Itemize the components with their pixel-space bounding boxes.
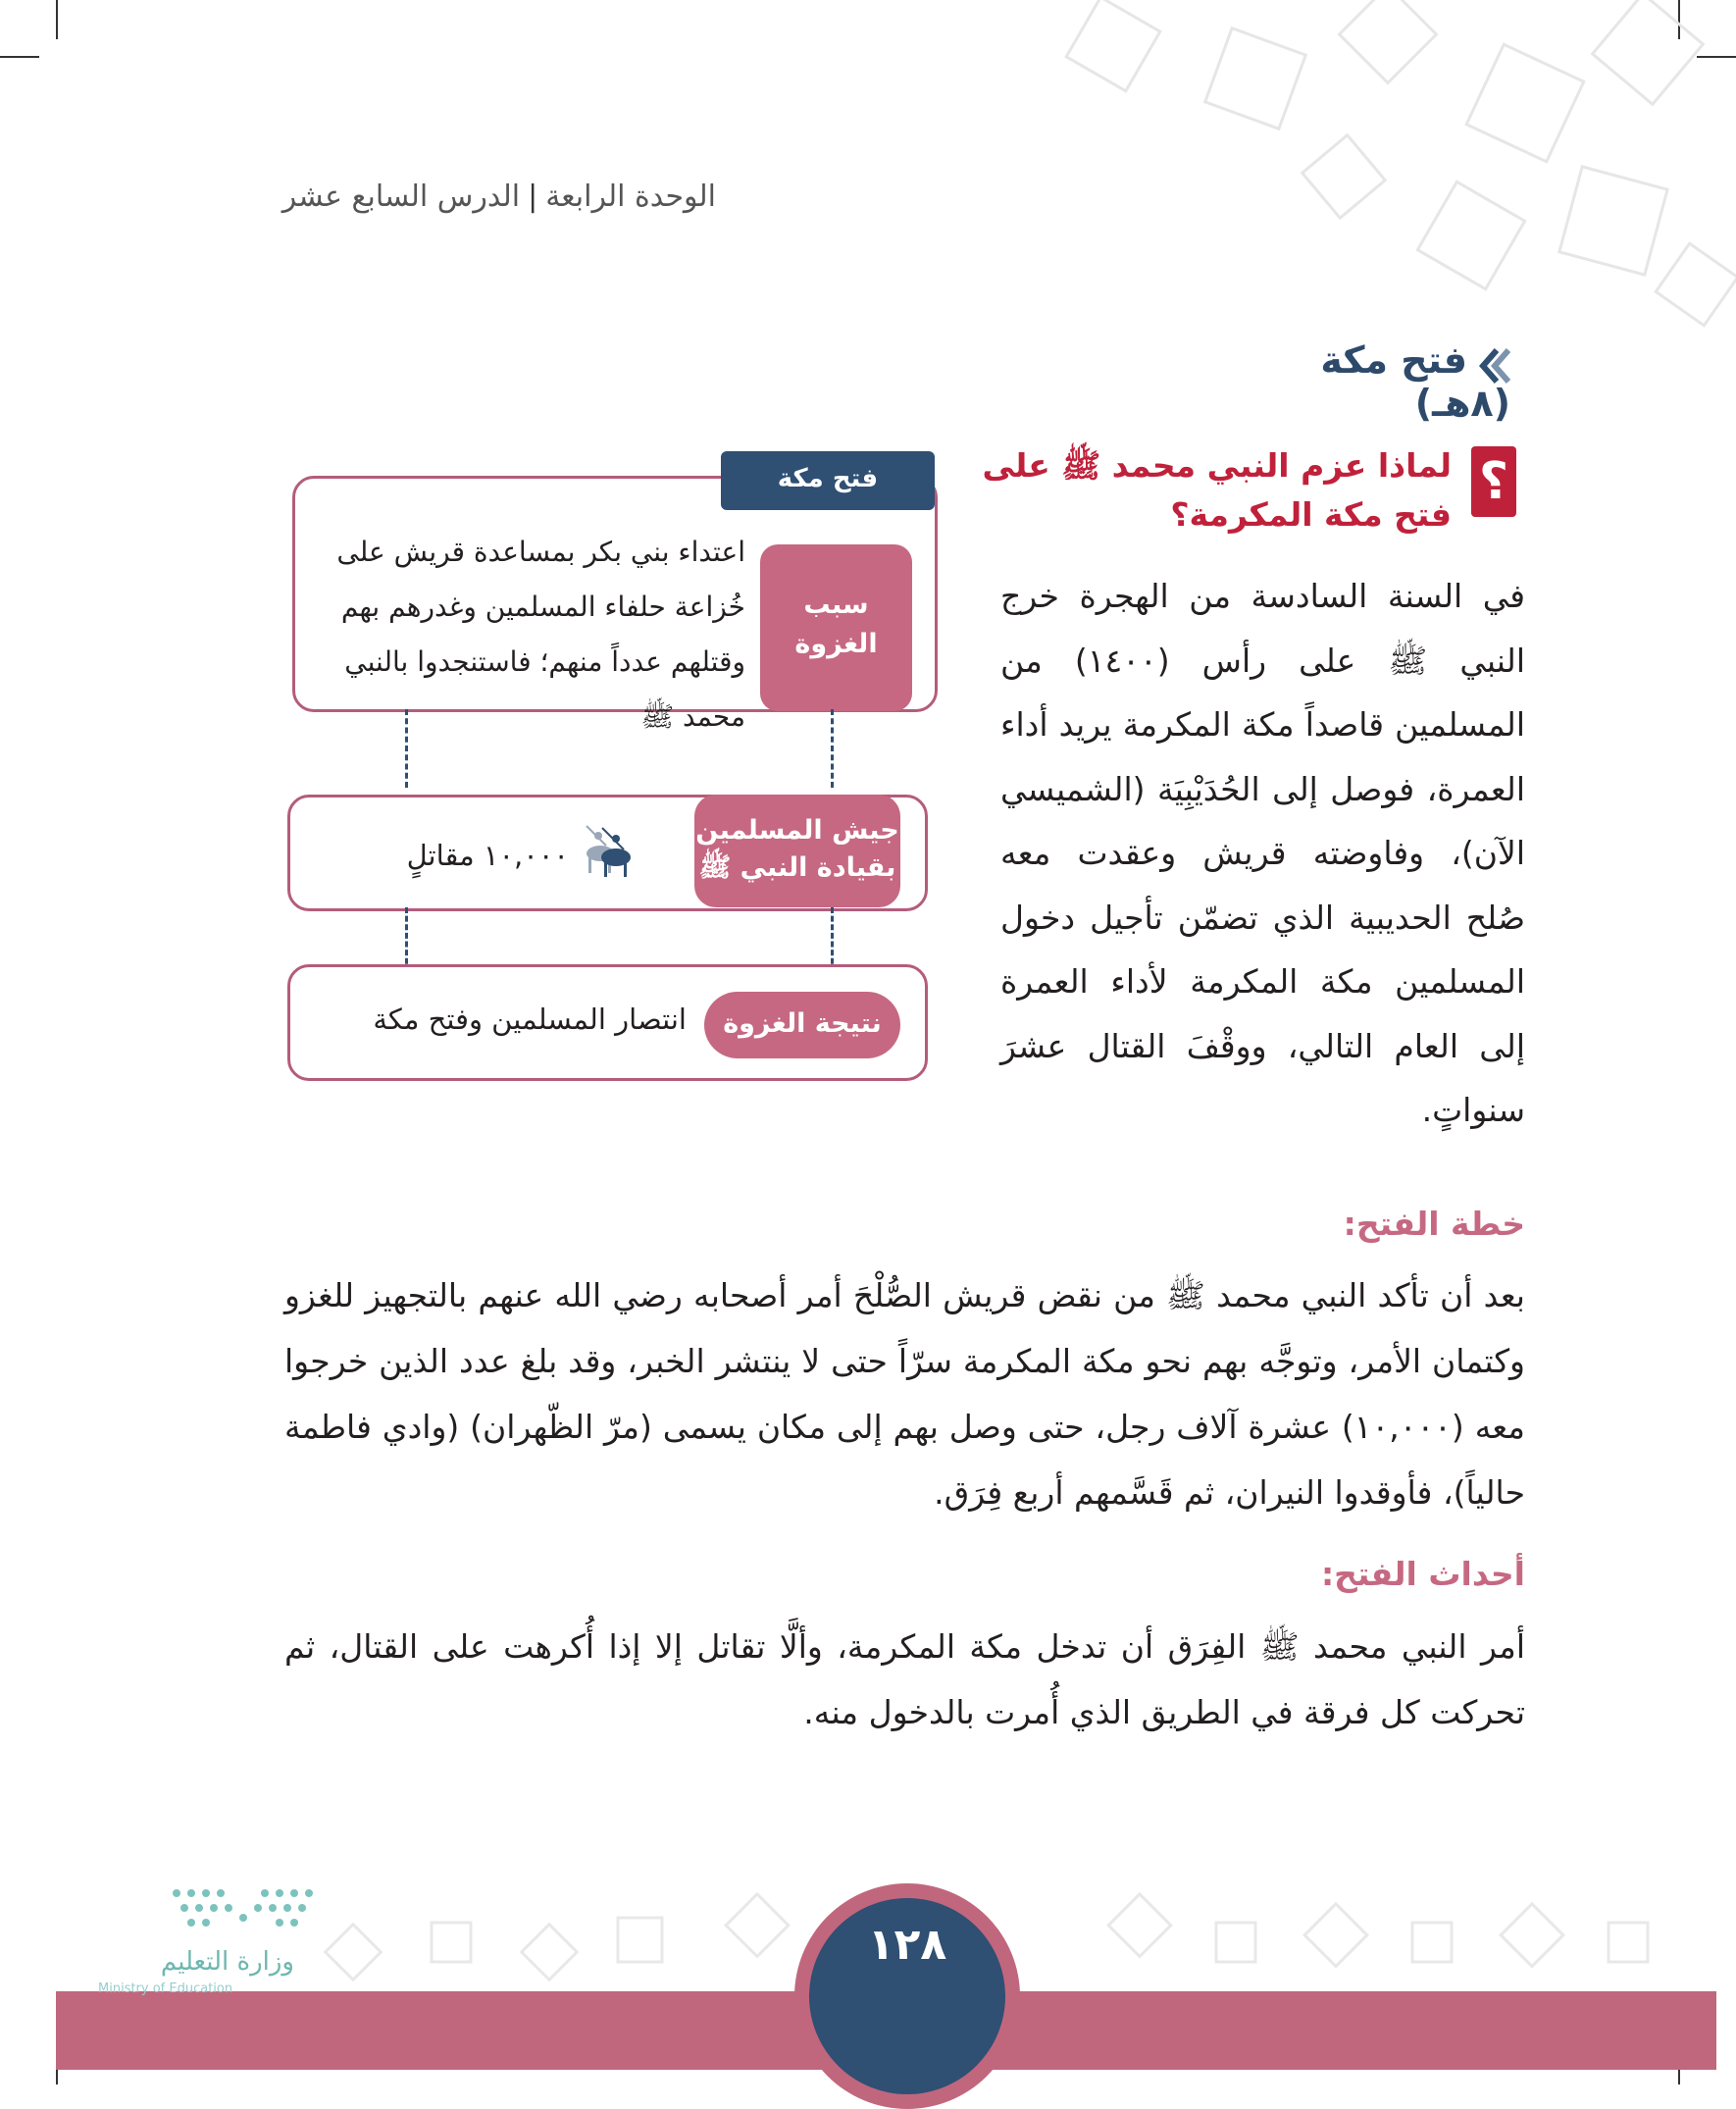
ministry-logo-icon [167,1883,324,1942]
cause-text: اعتداء بني بكر بمساعدة قريش على خُزاعة حلفاء المسلمين وغدرهم بهم وقتلهم عدداً منهم؛ فاستنجدوا بالنبي محمد ﷺ [336,536,745,733]
events-heading: أحداث الفتح: [1320,1555,1525,1593]
result-text: انتصار المسلمين وفتح مكة [373,1003,687,1036]
background-pattern [1020,0,1736,353]
section-title-block [1216,338,1510,425]
header-unit: الوحدة الرابعة [545,180,716,214]
running-header [245,180,716,214]
crop-mark [0,56,39,58]
horsemen-icon [579,824,638,879]
events-paragraph: أمر النبي محمد ﷺ الفِرَق أن تدخل مكة المكرمة، وألَّا تقاتل إلا إذا أُكرهت على القتال، ثم تحركت كل فرقة في الطريق الذي أُمرت بالدخول منه. [284,1627,1525,1731]
crop-mark [56,0,58,39]
double-chevron-icon [1477,346,1510,386]
connector-line [405,709,408,788]
army-text: ١٠,٠٠٠ مقاتلٍ [406,839,569,872]
plan-heading: خطة الفتح: [1343,1205,1525,1243]
conquest-diagram [284,446,942,1094]
header-lesson: الدرس السابع عشر [281,180,521,214]
connector-line [831,709,834,788]
cause-label: سبب الغزوة [760,544,912,711]
army-label: جيش المسلمين بقيادة النبي ﷺ [694,795,900,907]
diagram-title: فتح مكة [721,451,935,510]
question-text: لماذا عزم النبي محمد ﷺ على فتح مكة المكرمة؟ [982,446,1452,534]
result-label: نتيجة الغزوة [704,992,900,1058]
page-number: ١٢٨ [809,1898,1005,2094]
ministry-logo-text: وزارة التعليم [160,1947,294,1977]
intro-paragraph: في السنة السادسة من الهجرة خرج النبي ﷺ على رأس (١٤٠٠) من المسلمين قاصداً مكة المكرمة يريد أداء العمرة، فوصل إلى الحُدَيْبِيَة (الشميسي الآن)، وفاوضته قريش وعقدت معه صُلح الحديبية الذي تضمّن تأجيل دخول المسلمين مكة المكرمة لأداء العمرة إلى العام التالي، ووقْفَ القتال عشرَ سنواتٍ. [1000,577,1525,1129]
section-title: فتح مكة (٨هـ) [1320,338,1510,425]
question-icon: ؟ [1471,446,1516,517]
ministry-logo-subtext: Ministry of Education [98,1981,233,1996]
header-separator: | [528,180,538,214]
plan-paragraph: بعد أن تأكد النبي محمد ﷺ من نقض قريش الصُّلْحَ أمر أصحابه رضي الله عنهم بالتجهيز للغزو وكتمان الأمر، وتوجَّه بهم نحو مكة المكرمة سرّاً حتى لا ينتشر الخبر، وقد بلغ عدد الذين خرجوا معه (١٠,٠٠٠) عشرة آلاف رجل، حتى وصل بهم إلى مكان يسمى (مرّ الظّهران) (وادي فاطمة حالياً)، فأوقدوا النيران، ثم قَسَّمهم أربع فِرَق. [284,1276,1525,1512]
